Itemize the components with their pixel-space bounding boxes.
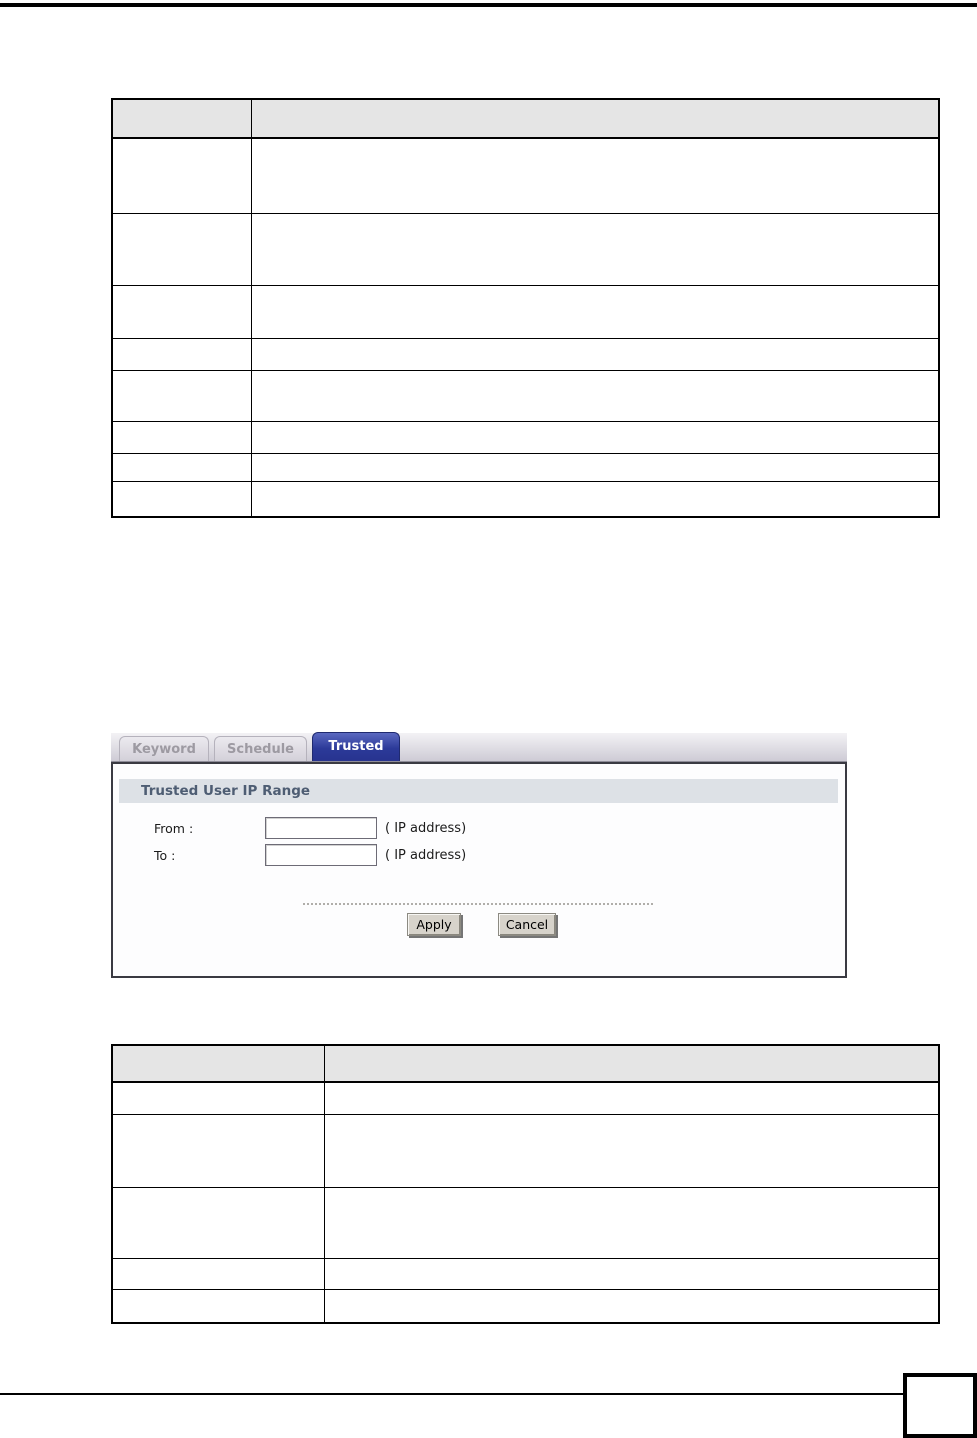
table-cell bbox=[112, 453, 251, 481]
table-header-cell bbox=[112, 99, 251, 138]
table-row bbox=[112, 138, 939, 213]
from-ip-input[interactable] bbox=[265, 817, 377, 839]
from-label: From : bbox=[154, 821, 194, 836]
table-cell bbox=[112, 213, 251, 285]
table-cell bbox=[112, 370, 251, 421]
table-cell bbox=[112, 138, 251, 213]
table-header-cell bbox=[324, 1045, 939, 1082]
table-row bbox=[112, 1289, 939, 1323]
table-header-cell bbox=[112, 1045, 324, 1082]
table-cell bbox=[112, 338, 251, 370]
tab-schedule[interactable]: Schedule bbox=[214, 736, 307, 761]
table-row bbox=[112, 338, 939, 370]
table-cell bbox=[112, 481, 251, 517]
table-cell bbox=[324, 1289, 939, 1323]
table-cell bbox=[251, 138, 939, 213]
table-cell bbox=[112, 1187, 324, 1258]
table-row bbox=[112, 1082, 939, 1114]
table-cell bbox=[324, 1114, 939, 1187]
apply-button[interactable]: Apply bbox=[407, 913, 461, 936]
table-row bbox=[112, 1114, 939, 1187]
screenshot-figure bbox=[111, 733, 847, 978]
tab-keyword[interactable]: Keyword bbox=[119, 736, 209, 761]
table-row bbox=[112, 1258, 939, 1289]
section-header: Trusted User IP Range bbox=[119, 779, 838, 803]
tab-strip bbox=[111, 733, 847, 762]
footer-rule bbox=[0, 1393, 903, 1395]
doc-table-top bbox=[111, 98, 940, 518]
to-label: To : bbox=[154, 848, 176, 863]
table-cell bbox=[112, 285, 251, 338]
header-rule bbox=[0, 3, 977, 7]
table-cell bbox=[251, 285, 939, 338]
table-cell bbox=[251, 338, 939, 370]
table-header-row bbox=[112, 99, 939, 138]
table-row bbox=[112, 421, 939, 453]
table-cell bbox=[112, 1114, 324, 1187]
table-header-row bbox=[112, 1045, 939, 1082]
table-row bbox=[112, 285, 939, 338]
table-cell bbox=[324, 1187, 939, 1258]
dotted-separator bbox=[303, 903, 653, 905]
table-cell bbox=[251, 370, 939, 421]
table-row bbox=[112, 453, 939, 481]
trusted-panel bbox=[111, 762, 847, 978]
to-ip-hint: ( IP address) bbox=[385, 848, 467, 863]
table-cell bbox=[112, 421, 251, 453]
table-row bbox=[112, 370, 939, 421]
table-cell bbox=[112, 1258, 324, 1289]
table-cell bbox=[251, 213, 939, 285]
table-row bbox=[112, 213, 939, 285]
table-header-cell bbox=[251, 99, 939, 138]
table-cell bbox=[112, 1289, 324, 1323]
table-row bbox=[112, 481, 939, 517]
to-ip-input[interactable] bbox=[265, 844, 377, 866]
table-cell bbox=[251, 481, 939, 517]
cancel-button[interactable]: Cancel bbox=[498, 913, 556, 936]
tab-trusted[interactable]: Trusted bbox=[312, 732, 400, 761]
table-row bbox=[112, 1187, 939, 1258]
table-cell bbox=[251, 453, 939, 481]
table-cell bbox=[324, 1258, 939, 1289]
table-cell bbox=[324, 1082, 939, 1114]
doc-table-bottom bbox=[111, 1044, 940, 1324]
table-cell bbox=[112, 1082, 324, 1114]
table-cell bbox=[251, 421, 939, 453]
page-number-box bbox=[903, 1373, 977, 1438]
from-ip-hint: ( IP address) bbox=[385, 821, 467, 836]
